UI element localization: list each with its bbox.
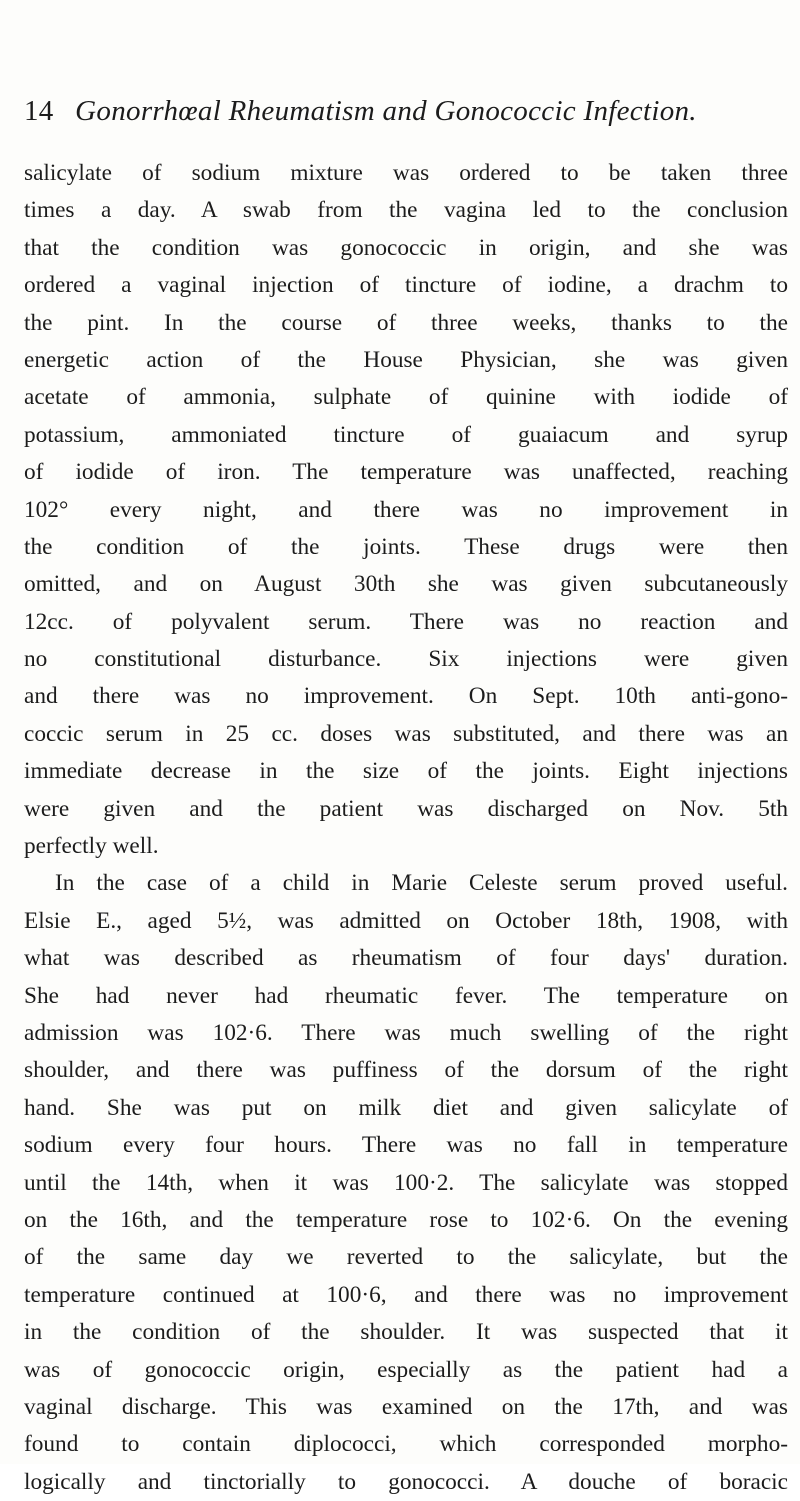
- text-line: found to contain diplococci, which corresponded morpho-: [24, 1431, 788, 1458]
- running-title: Gonorrhœal Rheumatism and Gonococcic Infection.: [75, 95, 697, 127]
- text-line: temperature continued at 100·6, and there was no improvement: [24, 1281, 788, 1308]
- text-line: She had never had rheumatic fever. The temperature on: [24, 982, 788, 1009]
- text-line: times a day. A swab from the vagina led to the conclusion: [24, 197, 788, 224]
- text-line: vaginal discharge. This was examined on the 17th, and was: [24, 1393, 788, 1420]
- text-line: admission was 102·6. There was much swelling of the right: [24, 1019, 788, 1046]
- text-line: were given and the patient was discharged on Nov. 5th: [24, 795, 788, 822]
- text-line: on the 16th, and the temperature rose to 102·6. On the evening: [24, 1206, 788, 1233]
- text-line: was of gonococcic origin, especially as the patient had a: [24, 1356, 788, 1383]
- text-line: perfectly well.: [24, 833, 159, 860]
- text-line: logically and tinctorially to gonococci. A douche of boracic: [24, 1468, 788, 1495]
- paragraph: [24, 155, 788, 865]
- text-line: In the case of a child in Marie Celeste serum proved useful.: [55, 870, 788, 897]
- text-line: in the condition of the shoulder. It was suspected that it: [24, 1319, 788, 1346]
- paragraph: [24, 865, 788, 1501]
- text-line: coccic serum in 25 cc. doses was substituted, and there was an: [24, 720, 788, 747]
- text-line: immediate decrease in the size of the joints. Eight injections: [24, 758, 788, 785]
- text-line: of iodide of iron. The temperature was unaffected, reaching: [24, 459, 788, 486]
- text-line: no constitutional disturbance. Six injections were given: [24, 646, 788, 673]
- text-line: hand. She was put on milk diet and given salicylate of: [24, 1094, 788, 1121]
- text-line: that the condition was gonococcic in origin, and she was: [24, 234, 788, 261]
- text-line: salicylate of sodium mixture was ordered to be taken three: [24, 160, 788, 186]
- text-line: Elsie E., aged 5½, was admitted on October 18th, 1908, with: [24, 907, 788, 934]
- text-line: potassium, ammoniated tincture of guaiacum and syrup: [24, 421, 788, 448]
- text-line: the condition of the joints. These drugs were then: [24, 533, 788, 560]
- text-line: omitted, and on August 30th she was given subcutaneously: [24, 571, 788, 598]
- page-number: 14: [24, 95, 54, 127]
- running-head: [24, 94, 784, 128]
- text-line: 12cc. of polyvalent serum. There was no reaction and: [24, 608, 788, 635]
- text-line: shoulder, and there was puffiness of the dorsum of the right: [24, 1057, 788, 1084]
- text-line: sodium every four hours. There was no fall in temperature: [24, 1132, 788, 1159]
- text-line: acetate of ammonia, sulphate of quinine with iodide of: [24, 384, 788, 411]
- text-line: and there was no improvement. On Sept. 10th anti-gono-: [24, 683, 788, 710]
- text-line: the pint. In the course of three weeks, thanks to the: [24, 309, 788, 336]
- text-line: energetic action of the House Physician, she was given: [24, 346, 788, 373]
- text-line: of the same day we reverted to the salicylate, but the: [24, 1244, 788, 1271]
- text-line: until the 14th, when it was 100·2. The salicylate was stopped: [24, 1169, 788, 1196]
- text-line: what was described as rheumatism of four days' duration.: [24, 945, 788, 972]
- text-line: 102° every night, and there was no improvement in: [24, 496, 788, 523]
- text-line: ordered a vaginal injection of tincture of iodine, a drachm to: [24, 272, 788, 299]
- body-text: [24, 155, 788, 1501]
